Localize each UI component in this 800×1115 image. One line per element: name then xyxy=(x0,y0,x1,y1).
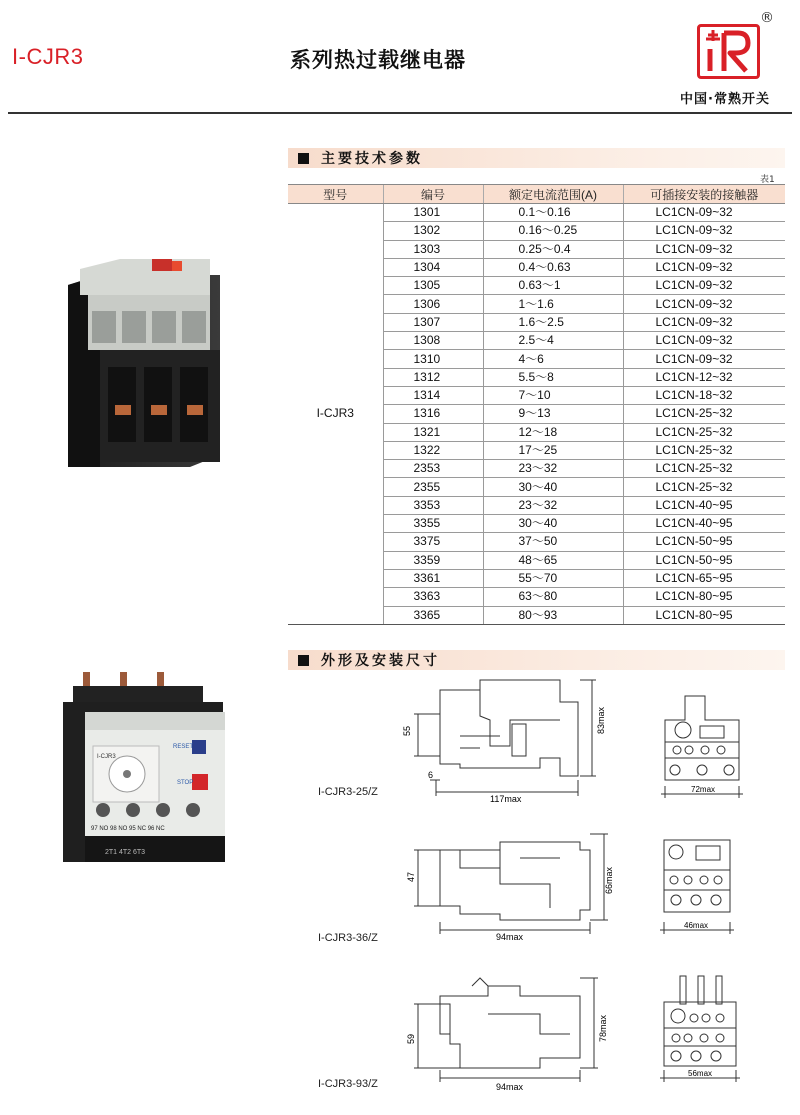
code-cell: 1310 xyxy=(383,350,483,368)
header-code: 编号 xyxy=(383,185,483,204)
dim-total-height: 83max xyxy=(596,706,606,734)
code-cell: 1322 xyxy=(383,441,483,459)
range-cell: 0.1～0.16 xyxy=(483,204,623,222)
table-row xyxy=(288,204,785,222)
contactor-cell: LC1CN-09~32 xyxy=(623,313,785,331)
range-cell: 9～13 xyxy=(483,405,623,423)
code-cell: 1307 xyxy=(383,313,483,331)
code-cell: 3353 xyxy=(383,496,483,514)
dim-length: 94max xyxy=(496,932,524,942)
brand-logo xyxy=(697,24,760,79)
range-cell: 1.6～2.5 xyxy=(483,313,623,331)
code-cell: 2353 xyxy=(383,460,483,478)
reset-label: RESET xyxy=(173,744,194,750)
contactor-cell: LC1CN-40~95 xyxy=(623,496,785,514)
drawing-front-25z xyxy=(655,690,750,802)
dim-total-height: 78max xyxy=(598,1014,608,1042)
contactor-cell: LC1CN-12~32 xyxy=(623,368,785,386)
drawing-side-25z xyxy=(400,676,610,806)
contactor-cell: LC1CN-25~32 xyxy=(623,460,785,478)
dim-height: 55 xyxy=(402,725,412,736)
range-cell: 23～32 xyxy=(483,460,623,478)
range-cell: 12～18 xyxy=(483,423,623,441)
range-cell: 30～40 xyxy=(483,515,623,533)
drawing-model-93z: I-CJR3-93/Z xyxy=(318,1078,378,1090)
range-cell: 2.5～4 xyxy=(483,332,623,350)
contactor-cell: LC1CN-18~32 xyxy=(623,386,785,404)
relay-photo-1 xyxy=(60,255,230,485)
relay-photo-2 xyxy=(55,672,235,872)
range-cell: 63～80 xyxy=(483,588,623,606)
range-cell: 7～10 xyxy=(483,386,623,404)
page-title: 系列热过载继电器 xyxy=(290,47,466,72)
contactor-cell: LC1CN-25~32 xyxy=(623,405,785,423)
logo-mark-icon xyxy=(700,27,757,76)
code-cell: 3361 xyxy=(383,569,483,587)
code-cell: 1312 xyxy=(383,368,483,386)
contactor-cell: LC1CN-09~32 xyxy=(623,295,785,313)
code-cell: 1321 xyxy=(383,423,483,441)
dim-length: 117max xyxy=(490,794,522,804)
contactor-cell: LC1CN-09~32 xyxy=(623,350,785,368)
model-label: I-CJR3 xyxy=(97,754,116,760)
code-cell: 1308 xyxy=(383,332,483,350)
table-header-row xyxy=(288,185,785,204)
range-cell: 0.63～1 xyxy=(483,277,623,295)
contactor-cell: LC1CN-50~95 xyxy=(623,533,785,551)
code-cell: 1301 xyxy=(383,204,483,222)
bullet-square-icon xyxy=(298,655,309,666)
contactor-cell: LC1CN-40~95 xyxy=(623,515,785,533)
code-cell: 3365 xyxy=(383,606,483,624)
contactor-cell: LC1CN-09~32 xyxy=(623,277,785,295)
header-contactor: 可插接安装的接触器 xyxy=(623,185,785,204)
section-header-dimensions: 外形及安装尺寸 xyxy=(288,650,785,670)
contactor-cell: LC1CN-09~32 xyxy=(623,258,785,276)
product-code: I-CJR3 xyxy=(12,44,84,69)
range-cell: 48～65 xyxy=(483,551,623,569)
range-cell: 4～6 xyxy=(483,350,623,368)
range-cell: 80～93 xyxy=(483,606,623,624)
code-cell: 1305 xyxy=(383,277,483,295)
dim-width: 56max xyxy=(688,1069,713,1078)
header-divider xyxy=(8,112,792,114)
contactor-cell: LC1CN-25~32 xyxy=(623,478,785,496)
range-cell: 0.4～0.63 xyxy=(483,258,623,276)
contactor-cell: LC1CN-80~95 xyxy=(623,588,785,606)
terminals-label: 2T1 4T2 6T3 xyxy=(105,849,146,856)
code-cell: 3363 xyxy=(383,588,483,606)
dim-height: 59 xyxy=(406,1033,416,1044)
spec-table xyxy=(288,184,785,625)
code-cell: 1304 xyxy=(383,258,483,276)
bullet-square-icon xyxy=(298,153,309,164)
drawing-front-36z xyxy=(658,836,738,942)
range-cell: 0.16～0.25 xyxy=(483,222,623,240)
contactor-cell: LC1CN-65~95 xyxy=(623,569,785,587)
contactor-cell: LC1CN-09~32 xyxy=(623,332,785,350)
stop-label: STOP xyxy=(177,780,194,786)
contactor-cell: LC1CN-25~32 xyxy=(623,423,785,441)
code-cell: 3355 xyxy=(383,515,483,533)
code-cell: 1306 xyxy=(383,295,483,313)
dim-width: 46max xyxy=(684,921,709,930)
table-note: 表1 xyxy=(760,175,775,185)
range-cell: 37～50 xyxy=(483,533,623,551)
contactor-cell: LC1CN-25~32 xyxy=(623,441,785,459)
drawing-side-93z xyxy=(400,974,610,1094)
drawing-side-36z xyxy=(400,828,615,943)
contactor-cell: LC1CN-09~32 xyxy=(623,222,785,240)
code-cell: 1303 xyxy=(383,240,483,258)
drawing-front-93z xyxy=(658,974,742,1088)
range-cell: 5.5～8 xyxy=(483,368,623,386)
header-range: 额定电流范围(A) xyxy=(483,185,623,204)
header-model: 型号 xyxy=(288,185,383,204)
drawing-model-25z: I-CJR3-25/Z xyxy=(318,786,378,798)
drawing-model-36z: I-CJR3-36/Z xyxy=(318,932,378,944)
dim-offset: 6 xyxy=(428,770,434,780)
code-cell: 2355 xyxy=(383,478,483,496)
code-cell: 1314 xyxy=(383,386,483,404)
range-cell: 0.25～0.4 xyxy=(483,240,623,258)
contacts-label: 97 NO 98 NO 95 NC 96 NC xyxy=(91,826,165,832)
code-cell: 1302 xyxy=(383,222,483,240)
contactor-cell: LC1CN-09~32 xyxy=(623,204,785,222)
dim-width: 72max xyxy=(691,785,716,794)
contactor-cell: LC1CN-80~95 xyxy=(623,606,785,624)
model-cell: I-CJR3 xyxy=(288,204,383,625)
dim-height: 47 xyxy=(406,871,416,882)
range-cell: 55～70 xyxy=(483,569,623,587)
code-cell: 3359 xyxy=(383,551,483,569)
range-cell: 1～1.6 xyxy=(483,295,623,313)
section-header-specs: 主要技术参数 xyxy=(288,148,785,168)
dim-length: 94max xyxy=(496,1082,524,1092)
brand-name: 中国·常熟开关 xyxy=(680,92,770,107)
code-cell: 1316 xyxy=(383,405,483,423)
contactor-cell: LC1CN-50~95 xyxy=(623,551,785,569)
code-cell: 3375 xyxy=(383,533,483,551)
range-cell: 17～25 xyxy=(483,441,623,459)
range-cell: 30～40 xyxy=(483,478,623,496)
range-cell: 23～32 xyxy=(483,496,623,514)
contactor-cell: LC1CN-09~32 xyxy=(623,240,785,258)
registered-mark: ® xyxy=(760,10,774,26)
dim-total-height: 66max xyxy=(604,866,614,894)
